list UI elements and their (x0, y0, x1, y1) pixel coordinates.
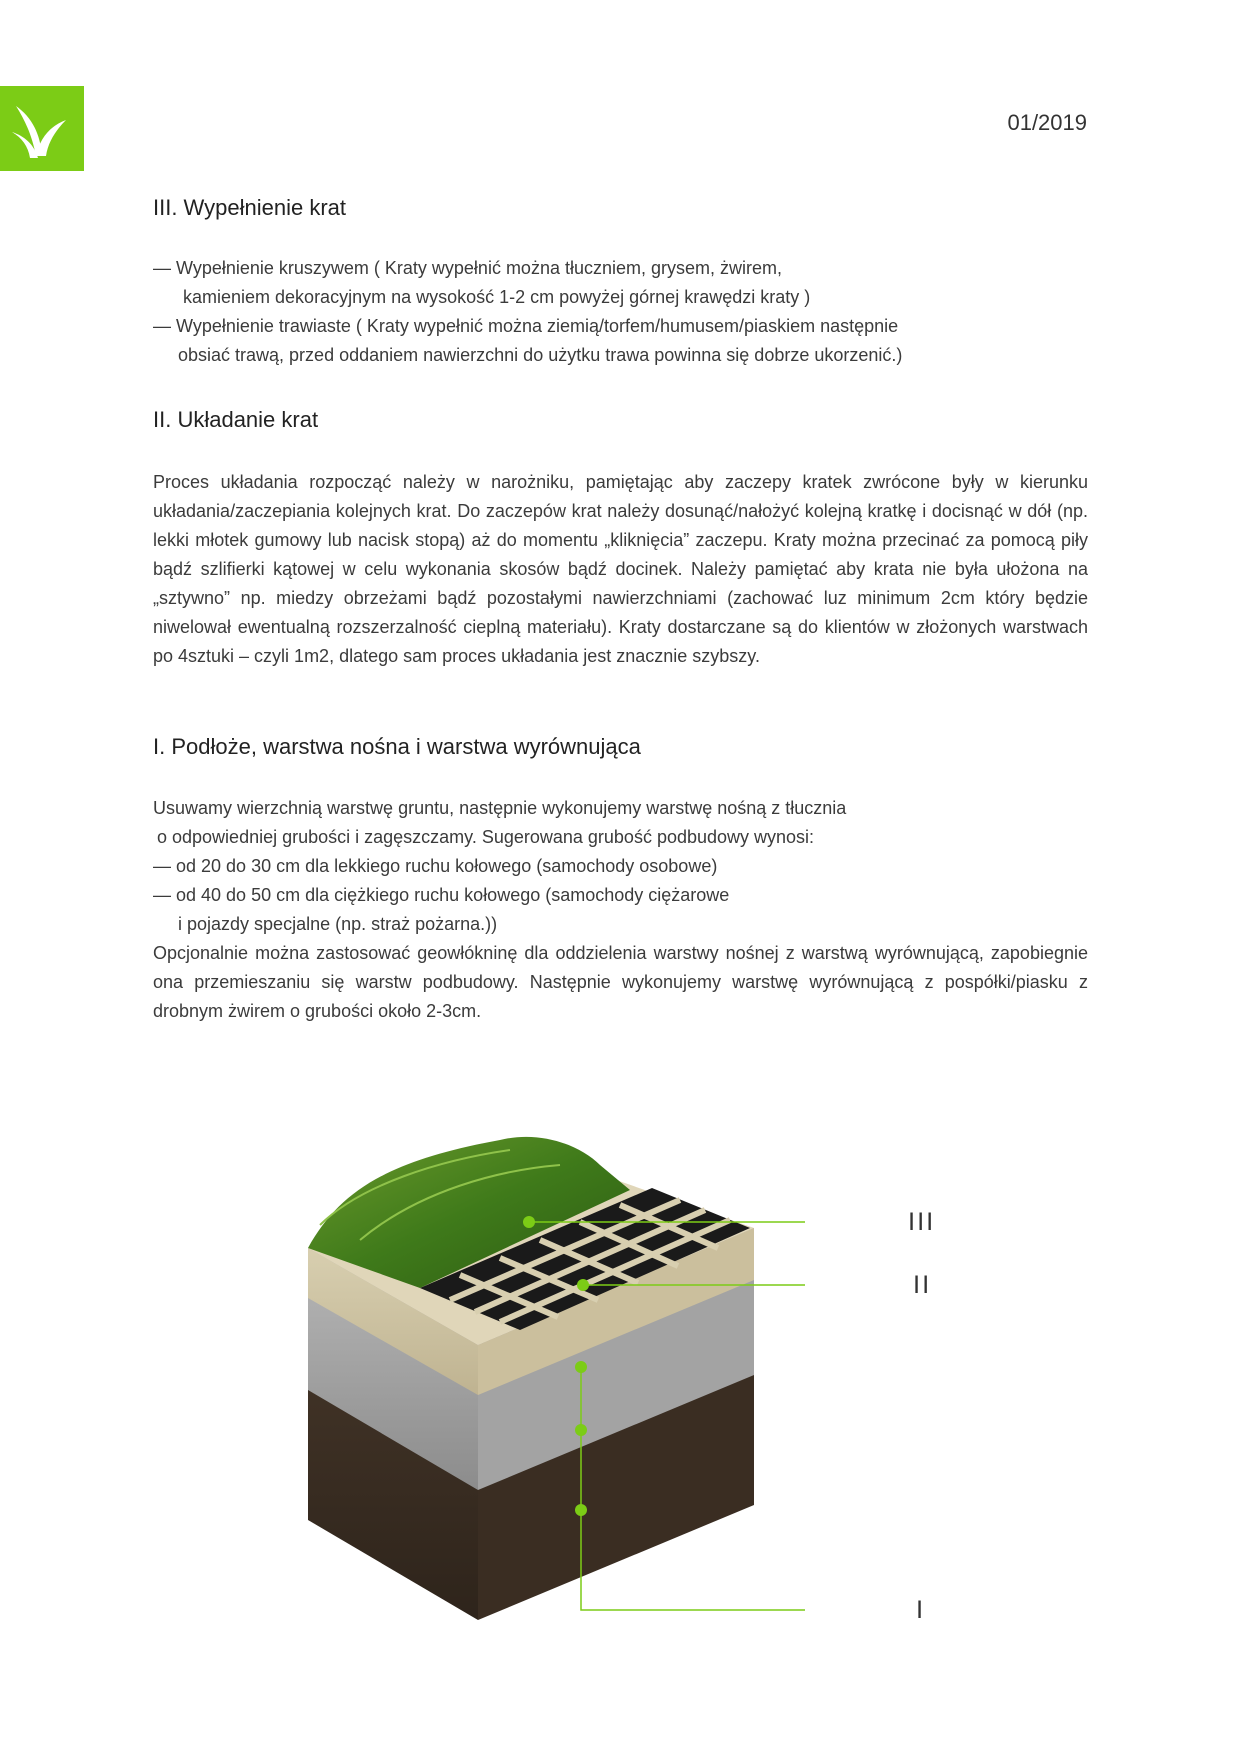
section-laying-body (153, 468, 1088, 671)
base-line-2: o odpowiedniej grubości i zagęszczamy. Sugerowana grubość podbudowy wynosi: (157, 827, 815, 847)
filling-line-1: — Wypełnienie kruszywem ( Kraty wypełnić można tłuczniem, grysem, żwirem, (153, 258, 783, 278)
layer-label-filling: III (908, 1208, 936, 1236)
layer-label-base: I (916, 1596, 926, 1624)
laying-paragraph: Proces układania rozpocząć należy w narożniku, pamiętając aby zaczepy kratek zwrócone były w kierunku układania/zaczepiania kolejnych krat. Do zaczepów krat należy dosunąć/nałożyć kolejną kratkę i docisnąć w dół (np. lekki młotek gumowy lub nacisk stopą) aż do momentu „kliknięcia” zaczepu. Kraty można przecinać za pomocą piły bądź szlifierki kątowej w celu wykonania skosów bądź docinek. Należy pamiętać aby krata nie była ułożona na „sztywno” np. miedzy obrzeżami bądź pozostałymi nawierzchniami (zachować luz minimum 2cm który będzie niwelował ewentualną rozszerzalność cieplną materiału). Kraty dostarczane są do klientów w złożonych warstwach po 4sztuki – czyli 1m2, dlatego sam proces układania jest znacznie szybszy. (153, 472, 1088, 666)
base-line-5: i pojazdy specjalne (np. straż pożarna.)) (178, 914, 498, 934)
base-paragraph: Opcjonalnie można zastosować geowłókninę dla oddzielenia warstwy nośnej z warstwą wyrównującą, zapobiegnie ona przemieszaniu się warstw podbudowy. Następnie wykonujemy warstwę wyrównującą z pospółki/piasku z drobnym żwirem o grubości około 2-3cm. (153, 943, 1088, 1021)
section-title-laying: II. Układanie krat (153, 407, 319, 432)
filling-line-4: obsiać trawą, przed oddaniem nawierzchni do użytku trawa powinna się dobrze ukorzenić.) (178, 345, 903, 365)
base-line-3: — od 20 do 30 cm dla lekkiego ruchu kołowego (samochody osobowe) (153, 856, 718, 876)
brand-logo (0, 86, 84, 171)
filling-line-3: — Wypełnienie trawiaste ( Kraty wypełnić można ziemią/torfem/humusem/piaskiem następnie (153, 316, 899, 336)
section-base-body (153, 794, 1088, 1026)
filling-line-2: kamieniem dekoracyjnym na wysokość 1-2 cm powyżej górnej krawędzi kraty ) (183, 287, 811, 307)
section-title-base: I. Podłoże, warstwa nośna i warstwa wyrównująca (153, 734, 641, 759)
base-line-1: Usuwamy wierzchnią warstwę gruntu, następnie wykonujemy warstwę nośną z tłucznia (153, 798, 847, 818)
layer-cross-section-illustration (300, 1130, 950, 1630)
layer-label-grate: II (913, 1271, 932, 1299)
section-title-filling: III. Wypełnienie krat (153, 195, 346, 220)
document-date: 01/2019 (1007, 110, 1087, 135)
section-filling-body (153, 254, 1088, 370)
grass-logo-icon (0, 86, 84, 171)
base-line-4: — od 40 do 50 cm dla ciężkiego ruchu kołowego (samochody ciężarowe (153, 885, 730, 905)
layer-diagram (300, 1130, 950, 1630)
